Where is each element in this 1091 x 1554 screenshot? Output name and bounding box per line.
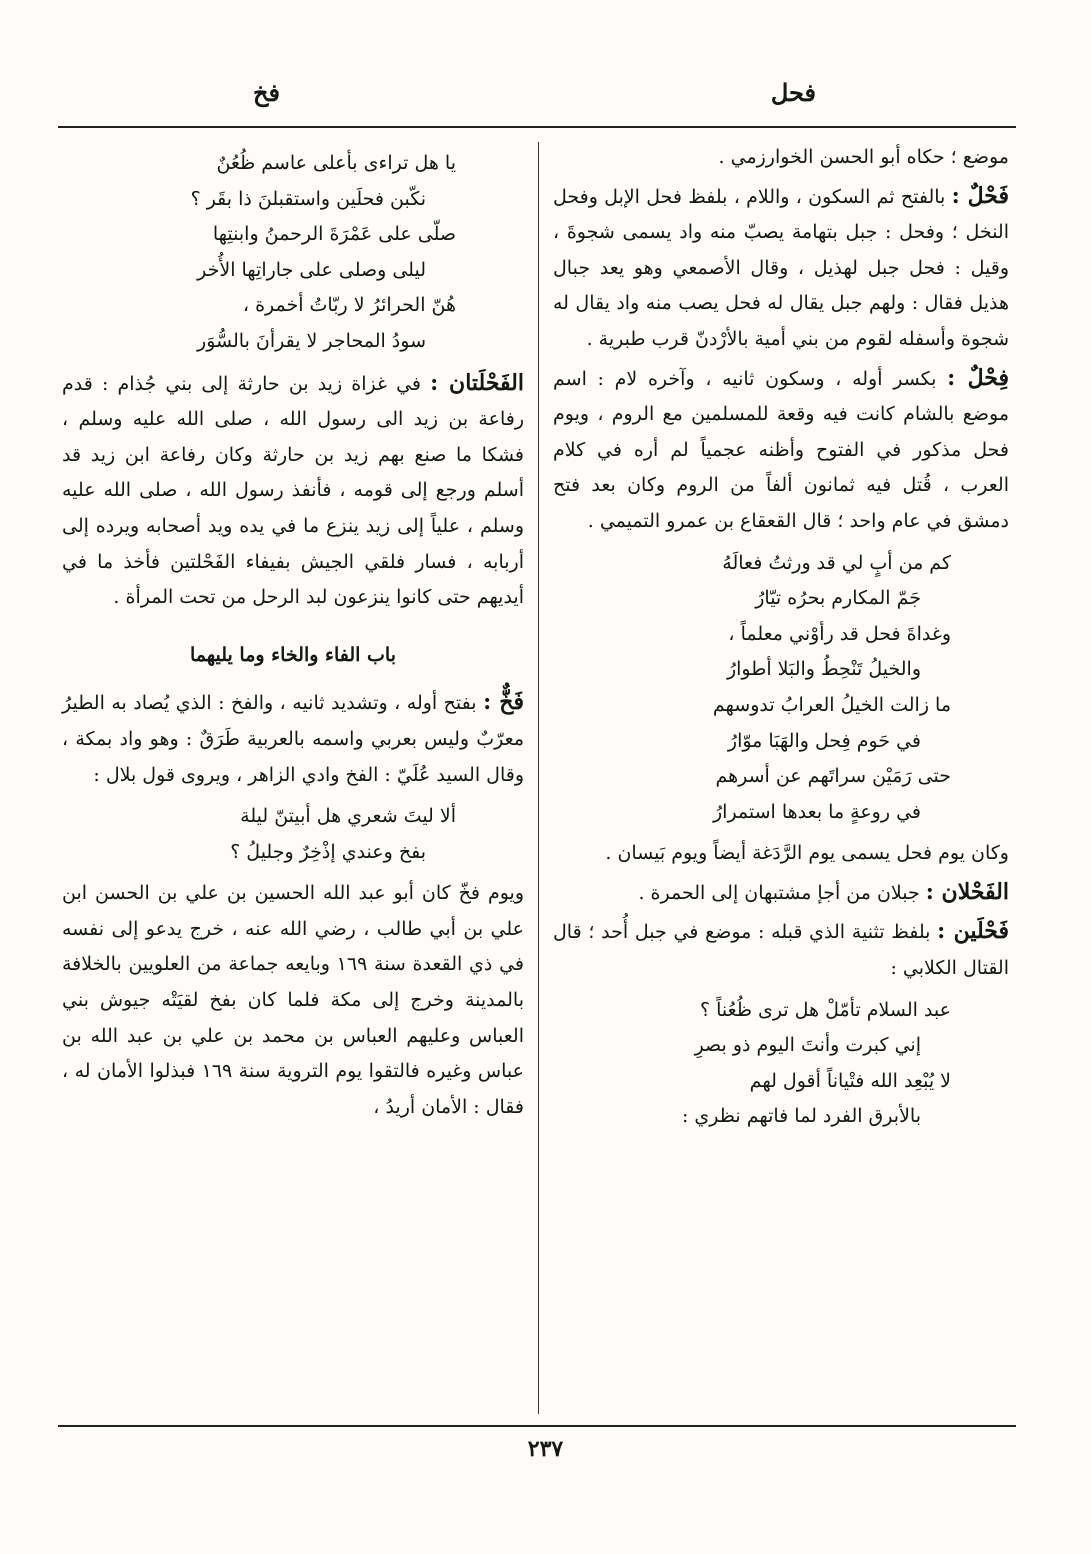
left-column (62, 140, 524, 1128)
entry-headword: فَحْلَين : (937, 918, 1010, 945)
verse-line: لا يُبْعِد الله فتْياناً أقول لهم (749, 1069, 951, 1092)
entry-headword: الفَحْلَتان : (430, 369, 524, 396)
poem (553, 546, 1009, 831)
running-headword-left: فخ (253, 78, 280, 107)
dictionary-entry (62, 366, 524, 616)
verse-line: والخيلُ تَنْحِطُ والبَلا أطوارُ (726, 658, 921, 681)
verse-line: حتى رَمَيْن سراتَهم عن أسرهم (715, 765, 951, 788)
verse-line: بفخ وعندي إذْخِرٌ وجليلُ ؟ (230, 840, 426, 863)
running-headword-right: فحل (770, 78, 816, 107)
verse-line: في حَوم فِحل والهَبَا موّارُ (727, 729, 921, 752)
entry-headword: فِحْلٌ : (947, 364, 1009, 391)
verse-line: جَمّ المكارم بحرُه تيّارُ (755, 587, 921, 610)
verse-line: ما زالت الخيلُ العرابُ تدوسهم (712, 693, 951, 716)
verse-line: يا هل تراءى بأعلى عاسم ظُعُنٌ (216, 152, 456, 174)
verse-line: ليلى وصلى على جاراتِها الأُخر (197, 258, 426, 281)
entry-text: جبلان من أجإ مشتبهان إلى الحمرة . (638, 881, 920, 904)
verse-line: ألا ليتَ شعري هل أبيتنّ ليلة (240, 805, 456, 828)
entry-headword: فَخٌّ : (483, 689, 524, 716)
dictionary-entry (553, 361, 1009, 540)
entry-headword: الفَحْلان : (925, 878, 1009, 905)
dictionary-entry (62, 685, 524, 793)
page-header (58, 78, 1016, 118)
verse-line: صلّى على عَمْرَةَ الرحمنُ وابنتِها (212, 223, 456, 246)
poem (553, 993, 1009, 1135)
verse-line: كم من أبٍ لي قد ورثتُ فعالَهُ (722, 551, 951, 574)
right-column (553, 140, 1009, 1141)
poem (62, 146, 524, 360)
verse-line: وغداةَ فحل قد رأوْني معلماً ، (728, 622, 951, 645)
footer-rule (58, 1425, 1016, 1427)
column-divider (538, 142, 539, 1414)
paragraph: موضع ؛ حكاه أبو الحسن الخوارزمي . (718, 146, 1009, 168)
header-rule (58, 126, 1016, 128)
dictionary-entry (553, 914, 1009, 986)
entry-headword: فَحْلٌ : (951, 182, 1009, 209)
paragraph: ويوم فخّ كان أبو عبد الله الحسين بن علي بن الحسن ابن علي بن أبي طالب ، رضي الله عنه ، خرج يدعو إلى نفسه في ذي القعدة سنة ١٦٩ وبايعه جماعة من العلويين بالخلافة بالمدينة وخرج إلى مكة فلما كان بفخ لقيَتْه جيوش بني العباس وعليهم العباس بن محمد بن علي بن عبد الله بن عباس وغيره فالتقوا يوم التروية سنة ١٦٩ فبذلوا الأمان له ، فقال : الأمان أريدُ ، (62, 882, 524, 1118)
page-number: ٢٣٧ (527, 1436, 564, 1462)
dictionary-entry (553, 179, 1009, 358)
verse-line: إني كبرت وأنتَ اليوم ذو بصرِ (694, 1034, 921, 1057)
verse-line: عبد السلام تأمّلْ هل ترى ظُعُناً ؟ (700, 998, 951, 1021)
verse-line: نكّبن فحلَين واستقبلنَ ذا بقَر ؟ (190, 187, 426, 210)
entry-text: بالفتح ثم السكون ، واللام ، بلفظ فحل الإبل وفحل النخل ؛ وفحل : جبل بتهامة يصبّ منه واد يسمى شجوةَ ، وقيل : فحل جبل لهذيل ، وقال الأصمعي وهو يعد جبال هذيل فقال : ولهم جبل يقال له فحل يصب منه واد يقال له شجوة وأسفله لقوم من بني أمية بالأرْدنّ قرب طبرية . (553, 185, 1009, 350)
poem (62, 799, 524, 870)
verse-line: في روعةٍ ما بعدها استمرارُ (712, 800, 921, 823)
paragraph: وكان يوم فحل يسمى يوم الرَّدَغة أيضاً ويوم بَيسان . (605, 842, 1009, 865)
entry-text: بكسر أوله ، وسكون ثانيه ، وآخره لام : اسم موضع بالشام كانت فيه وقعة للمسلمين مع الروم ، ويوم فحل مذكور في الفتوح وأظنه عجمياً لم أره في كلام العرب ، قُتل فيه ثمانون ألفاً من الروم وكان بعد فتح دمشق في عام واحد ؛ قال القعقاع بن عمرو التميمي . (553, 367, 1009, 532)
chapter-heading: باب الفاء والخاء وما يليهما (189, 643, 397, 666)
entry-text: في غزاة زيد بن حارثة إلى بني جُذام : قدم رفاعة بن زيد الى رسول الله ، صلى الله عليه وسلم ، فشكا ما صنع بهم زيد بن حارثة وكان رفاعة ابن زيد قد أسلم ورجع إلى قومه ، فأنفذ رسول الله ، صلى الله عليه وسلم ، علياً إلى زيد ينزع ما في يده ويد أصحابه ويرده إلى أربابه ، فسار فلقي الجيش بفيفاء الفَحْلتين فأخذ ما في أيديهم حتى كانوا ينزعون لبد الرحل من تحت المرأة . (62, 372, 524, 609)
entry-text: بلفظ تثنية الذي قبله : موضع في جبل أُحد ؛ قال القتال الكلابي : (553, 921, 1009, 980)
dictionary-entry (553, 875, 1009, 912)
entry-text: بفتح أوله ، وتشديد ثانيه ، والفخ : الذي يُصاد به الطيرُ معرّبٌ وليس بعربي واسمه بالعربية طَرَقٌ : وهو واد بمكة ، وقال السيد عُلَيّ : الفخ وادي الزاهر ، ويروى قول بلال : (62, 692, 524, 786)
verse-line: هُنّ الحرائرُ لا ربّاتُ أخمرة ، (242, 294, 456, 317)
verse-line: بالأبرق الفرد لما فاتهم نظري : (681, 1105, 921, 1128)
verse-line: سودُ المحاجر لا يقرأنَ بالسُّوَر (197, 329, 426, 352)
